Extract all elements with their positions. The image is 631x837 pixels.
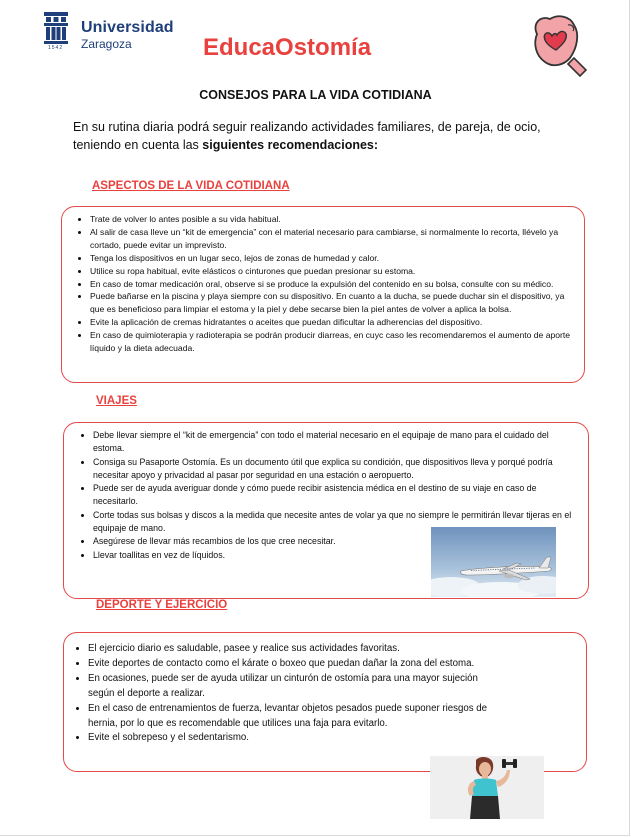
list-item: • En ocasiones, puede ser de ayuda utilizar un cinturón de ostomía para una mayor sujeción según el deporte a realizar. bbox=[88, 672, 506, 702]
list-item: • En caso de tomar medicación oral, observe si se produce la expulsión del contenido en su bolsa, consulte con su médico. bbox=[90, 278, 574, 291]
dumbbell-woman-icon bbox=[430, 756, 544, 819]
university-year: 1542 bbox=[48, 45, 64, 51]
list-item: • Utilice su ropa habitual, evite elásticos o cinturones que puedan presionar su estoma. bbox=[90, 265, 574, 278]
airplane-icon bbox=[431, 527, 556, 597]
section-heading-viajes: VIAJES bbox=[96, 395, 137, 407]
list-item: • Llevar toallitas en vez de líquidos. bbox=[93, 549, 443, 562]
page-title: CONSEJOS PARA LA VIDA COTIDIANA bbox=[199, 88, 432, 102]
airplane-image bbox=[431, 527, 556, 597]
list-item: • Al salir de casa lleve un “kit de emergencia” con el material necesario para cambiarse, si normalmente lo recorta, llévelo ya cortado, puede evitar un imprevisto. bbox=[90, 226, 574, 252]
cotidiana-list bbox=[67, 213, 574, 355]
list-item: • En el caso de entrenamientos de fuerza, levantar objetos pesados puede suponer riesgos de hernia, por lo que es recomendable que utilices una faja para evitarlo. bbox=[88, 702, 506, 732]
list-item: • El ejercicio diario es saludable, pasee y realice sus actividades favoritas. bbox=[88, 642, 506, 657]
list-item: • Evite la aplicación de cremas hidratantes o aceites que puedan dificultar la adherencias del dispositivo. bbox=[90, 316, 574, 329]
university-city: Zaragoza bbox=[81, 37, 132, 51]
list-item: • Evite deportes de contacto como el kárate o boxeo que puedan dañar la zona del estoma. bbox=[88, 657, 506, 672]
list-item: • Corte todas sus bolsas y discos a la medida que necesite antes de volar ya que no siempre le permitirán llevar tijeras en el equipaje de mano. bbox=[93, 509, 578, 536]
university-name: Universidad bbox=[81, 19, 174, 36]
list-item: • En caso de quimioterapia y radioterapia se podrán producir diarreas, en cuyc caso les recomendaremos el aumento de aporte líquido y la dieta adecuada. bbox=[90, 329, 574, 355]
list-item: • Puede ser de ayuda averiguar donde y cómo puede recibir asistencia médica en el destino de su viaje en caso de necesitarlo. bbox=[93, 482, 578, 509]
fitness-image bbox=[430, 756, 544, 819]
deporte-list bbox=[65, 642, 506, 746]
intro-text: En su rutina diaria podrá seguir realizando actividades familiares, de pareja, de ocio, teniendo en cuenta las bbox=[73, 120, 541, 152]
intro-paragraph bbox=[73, 118, 563, 154]
heart-glove-icon bbox=[528, 12, 590, 82]
cotidiana-box bbox=[61, 206, 585, 383]
section-heading-deporte: DEPORTE Y EJERCICIO bbox=[96, 599, 228, 611]
section-heading-cotidiana: ASPECTOS DE LA VIDA COTIDIANA bbox=[92, 180, 290, 192]
university-logo bbox=[43, 12, 193, 54]
deporte-box bbox=[63, 632, 587, 772]
list-item: • Consiga su Pasaporte Ostomía. Es un documento útil que explica su condición, que dispositivos lleva y porqué podría necesitar apoyo y privacidad al pasar por seguridad en una estación o aeropuerto. bbox=[93, 456, 578, 483]
intro-emphasis: siguientes recomendaciones: bbox=[202, 138, 379, 152]
list-item: • Asegúrese de llevar más recambios de los que cree necesitar. bbox=[93, 535, 443, 548]
list-item: • Puede bañarse en la piscina y playa siempre con su dispositivo. En cuanto a la ducha, se puede duchar sin el dispositivo, ya que es beneficioso para limpiar el estoma y la piel y debe secarse bien la piel antes de volver a aplica la bolsa. bbox=[90, 290, 574, 316]
list-item: • Debe llevar siempre el “kit de emergencia” con todo el material necesario en el equipaje de mano para el cuidado del estoma. bbox=[93, 429, 578, 456]
list-item: • Evite el sobrepeso y el sedentarismo. bbox=[88, 731, 506, 746]
brand-title: EducaOstomía bbox=[203, 34, 372, 61]
list-item: • Tenga los dispositivos en un lugar seco, lejos de zonas de humedad y calor. bbox=[90, 252, 574, 265]
list-item: • Trate de volver lo antes posible a su vida habitual. bbox=[90, 213, 574, 226]
